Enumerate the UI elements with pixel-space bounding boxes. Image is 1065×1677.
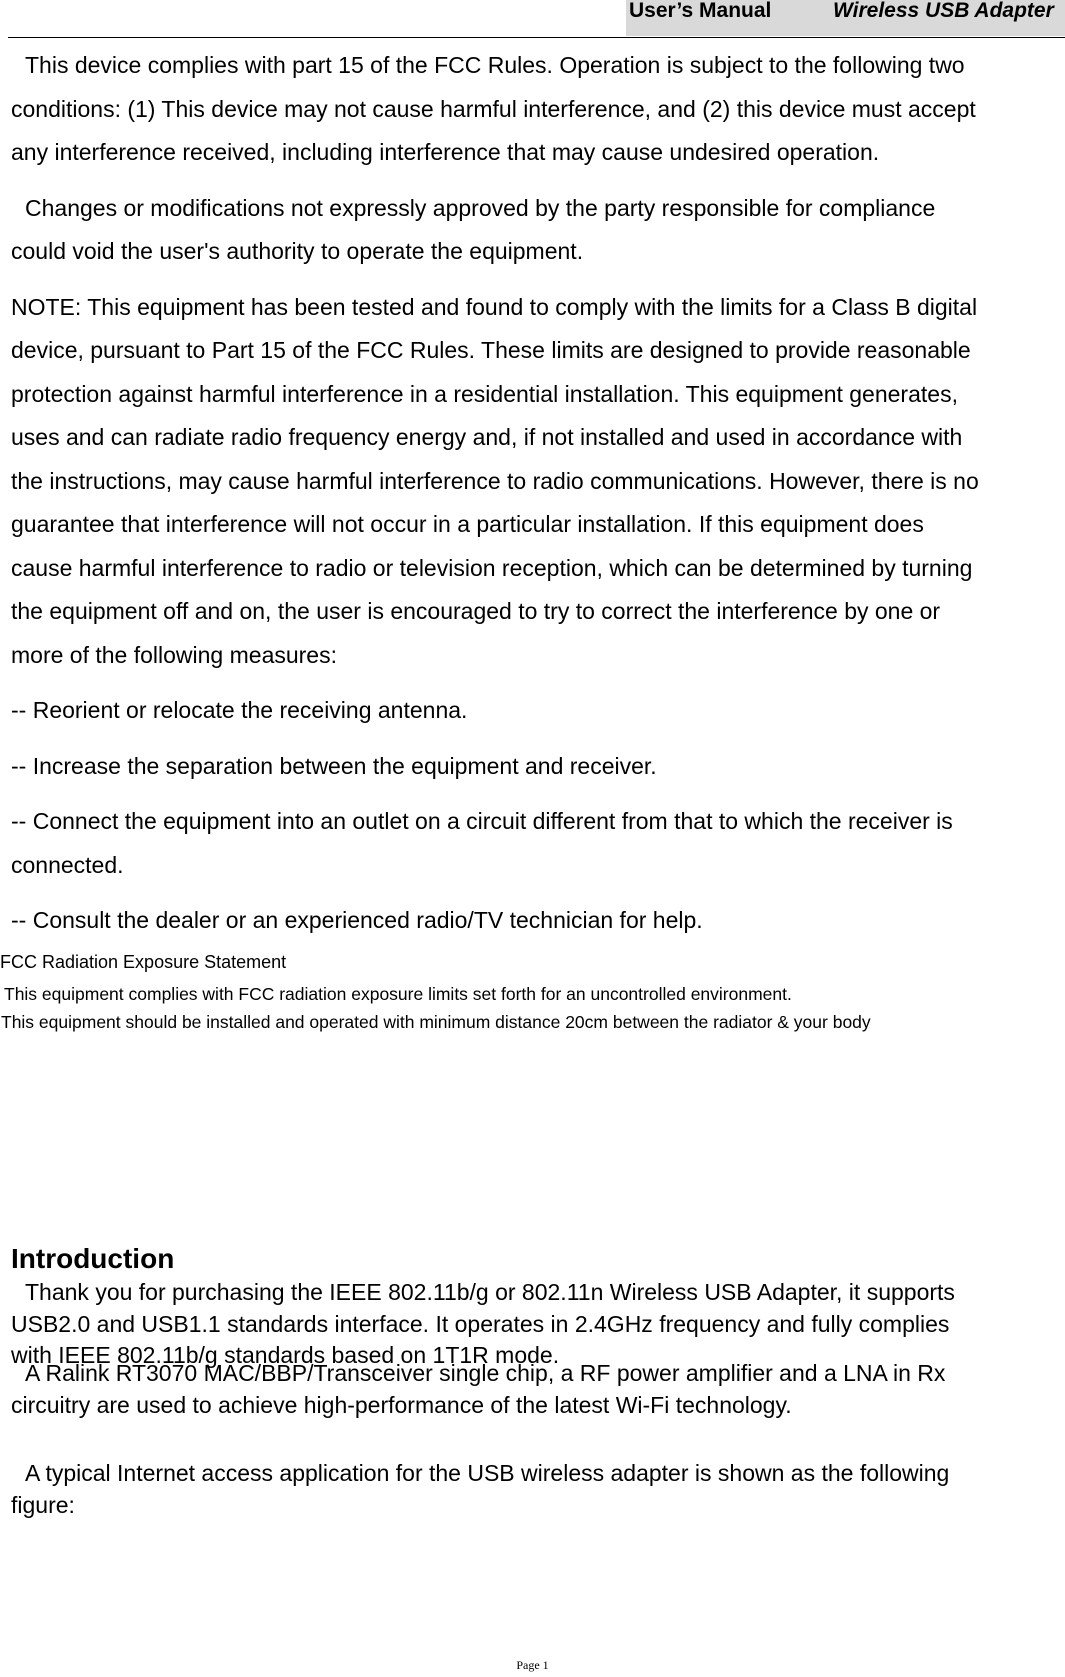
text-line: device, pursuant to Part 15 of the FCC Rules. These limits are designed to provide reasonable	[11, 337, 971, 363]
text-line: protection against harmful interference in a residential installation. This equipment generates,	[11, 380, 958, 407]
text-line: cause harmful interference to radio or television reception, which can be determined by turning	[11, 554, 973, 581]
fcc-compliance-section	[11, 44, 1061, 955]
text-line: guarantee that interference will not occur in a particular installation. If this equipment does	[11, 511, 924, 537]
header-divider	[8, 37, 1065, 38]
text-line: -- Reorient or relocate the receiving antenna.	[11, 697, 468, 723]
radiation-statement-line: This equipment should be installed and operated with minimum distance 20cm between the radiator & your body	[1, 1012, 871, 1032]
text-line: figure:	[11, 1491, 75, 1518]
page-number: Page 1	[516, 1658, 549, 1672]
text-line: USB2.0 and USB1.1 standards interface. It operates in 2.4GHz frequency and fully complies	[11, 1310, 950, 1337]
fcc-paragraph-part15	[11, 44, 1061, 175]
text-line: the equipment off and on, the user is encouraged to try to correct the interference by one or	[11, 598, 941, 624]
introduction-paragraph-chipset	[11, 1358, 1061, 1421]
fcc-paragraph-modifications	[11, 187, 1061, 274]
radiation-statement-line: This equipment complies with FCC radiation exposure limits set forth for an uncontrolled environment.	[4, 984, 792, 1004]
text-line: This device complies with part 15 of the FCC Rules. Operation is subject to the following two	[25, 52, 965, 78]
text-line: conditions: (1) This device may not cause harmful interference, and (2) this device must accept	[11, 95, 976, 122]
radiation-statement-title: FCC Radiation Exposure Statement	[0, 952, 287, 972]
header-product-label: Wireless USB Adapter	[833, 0, 1054, 22]
text-line: uses and can radiate radio frequency energy and, if not installed and used in accordance with	[11, 424, 963, 450]
introduction-heading: Introduction	[11, 1243, 175, 1274]
text-line: -- Consult the dealer or an experienced radio/TV technician for help.	[11, 907, 703, 933]
fcc-measure-outlet	[11, 800, 1061, 887]
text-line: -- Increase the separation between the equipment and receiver.	[11, 752, 657, 779]
text-line: circuitry are used to achieve high-performance of the latest Wi-Fi technology.	[11, 1391, 792, 1418]
fcc-measure-separation	[11, 745, 1061, 789]
text-line: more of the following measures:	[11, 641, 337, 668]
text-line: Changes or modifications not expressly approved by the party responsible for compliance	[25, 194, 936, 221]
fcc-measure-consult	[11, 899, 1061, 943]
fcc-note-paragraph	[11, 286, 1061, 678]
text-line: Thank you for purchasing the IEEE 802.11b/g or 802.11n Wireless USB Adapter, it supports	[25, 1279, 955, 1305]
text-line: -- Connect the equipment into an outlet on a circuit different from that to which the receiver is	[11, 808, 953, 834]
text-line: connected.	[11, 851, 124, 878]
text-line: any interference received, including interference that may cause undesired operation.	[11, 139, 880, 165]
text-line: A typical Internet access application for the USB wireless adapter is shown as the following	[25, 1460, 950, 1486]
fcc-measure-reorient	[11, 689, 1061, 733]
introduction-paragraph-application	[11, 1458, 1061, 1521]
text-line: the instructions, may cause harmful interference to radio communications. However, there is no	[11, 467, 979, 494]
text-line: NOTE: This equipment has been tested and found to comply with the limits for a Class B digital	[11, 293, 978, 320]
text-line: A Ralink RT3070 MAC/BBP/Transceiver single chip, a RF power amplifier and a LNA in Rx	[25, 1360, 946, 1386]
text-line: could void the user's authority to operate the equipment.	[11, 238, 584, 264]
header-manual-label: User’s Manual	[629, 0, 772, 22]
text-line: with IEEE 802.11b/g standards based on 1T1R mode.	[11, 1342, 560, 1368]
